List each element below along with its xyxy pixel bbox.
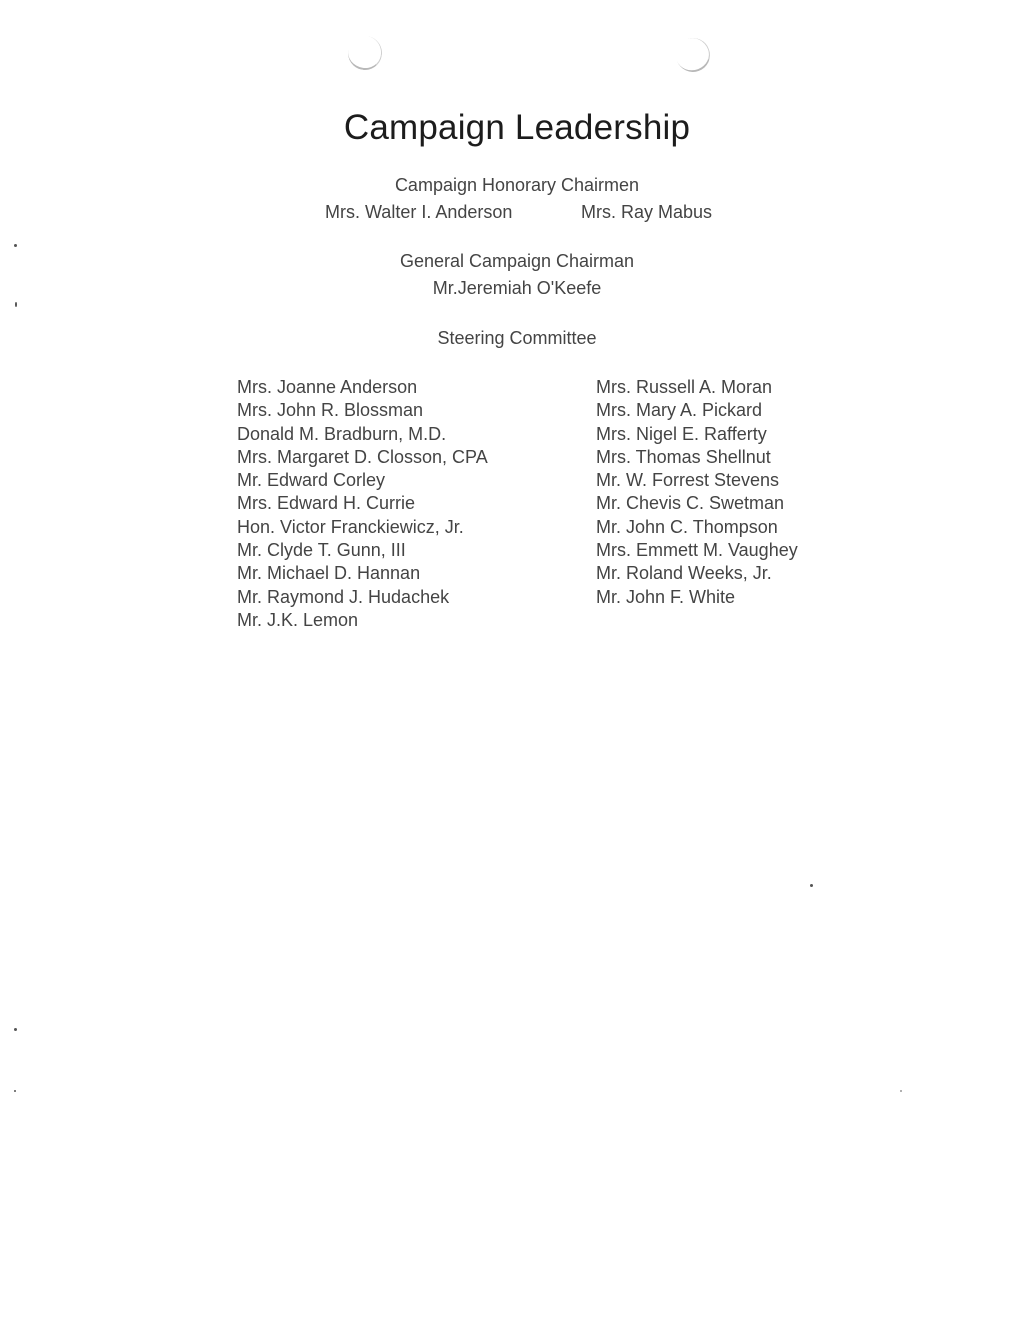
scan-speck — [900, 1090, 902, 1092]
general-chairman-heading: General Campaign Chairman — [399, 251, 635, 271]
committee-member: Mr. John C. Thompson — [596, 516, 778, 537]
committee-member: Mr. Raymond J. Hudachek — [237, 586, 450, 607]
steering-committee-right-column — [596, 376, 798, 609]
committee-member: Mr. John F. White — [596, 586, 736, 607]
committee-member: Mrs. Edward H. Currie — [237, 493, 416, 514]
committee-member: Mrs. Nigel E. Rafferty — [596, 423, 767, 444]
committee-member: Mrs. Thomas Shellnut — [596, 446, 771, 467]
steering-committee-heading: Steering Committee — [437, 328, 597, 348]
committee-member: Mrs. Emmett M. Vaughey — [596, 540, 798, 561]
committee-member: Mrs. Joanne Anderson — [237, 377, 418, 397]
committee-member: Mr. Chevis C. Swetman — [596, 493, 785, 514]
honorary-chairmen-heading: Campaign Honorary Chairmen — [394, 175, 640, 195]
committee-member: Mrs. John R. Blossman — [237, 400, 424, 421]
committee-member: Hon. Victor Franckiewicz, Jr. — [237, 516, 464, 537]
honorary-chairman-name: Mrs. Ray Mabus — [581, 202, 713, 222]
page-title: Campaign Leadership — [343, 108, 691, 147]
scan-speck — [14, 244, 17, 247]
scan-speck — [15, 302, 17, 307]
committee-member: Mrs. Margaret D. Closson, CPA — [237, 446, 488, 467]
committee-member: Mr. Michael D. Hannan — [237, 563, 421, 584]
honorary-chairman-name: Mrs. Walter I. Anderson — [325, 202, 513, 222]
steering-committee-left-column — [237, 376, 488, 632]
committee-member: Mrs. Russell A. Moran — [596, 377, 773, 397]
scan-speck — [14, 1090, 16, 1092]
general-chairman-name: Mr.Jeremiah O'Keefe — [432, 278, 602, 298]
committee-member: Donald M. Bradburn, M.D. — [237, 423, 447, 444]
scan-speck — [810, 884, 813, 887]
committee-member: Mr. Clyde T. Gunn, III — [237, 540, 406, 561]
committee-member: Mr. W. Forrest Stevens — [596, 470, 780, 491]
committee-member: Mr. J.K. Lemon — [237, 609, 359, 630]
punch-hole-left — [345, 33, 384, 72]
punch-hole-right — [671, 33, 715, 77]
committee-member: Mr. Roland Weeks, Jr. — [596, 563, 772, 584]
scan-speck — [14, 1028, 17, 1031]
committee-member: Mr. Edward Corley — [237, 470, 386, 491]
committee-member: Mrs. Mary A. Pickard — [596, 400, 763, 421]
